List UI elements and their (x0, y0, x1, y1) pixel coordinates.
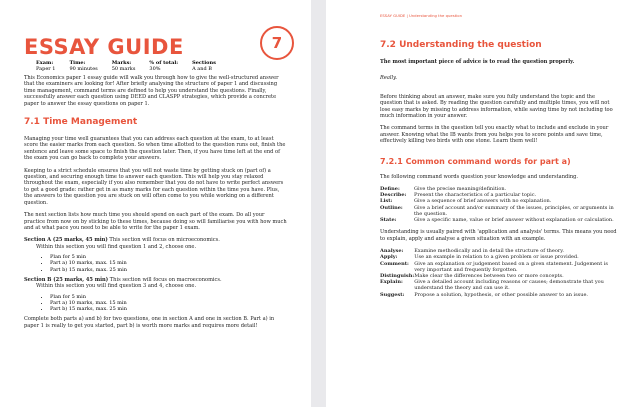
term: Suggest: (380, 291, 405, 298)
time-paragraph-3: The next section lists how much time you should spend on each part of the exam. Do all your practice from now on by sticking to these times, because doing so will familiarise you with how much and at what pace you need to be able to write for the paper 1 exam. (24, 212, 287, 231)
section-a-label: Section A (25 marks, 45 min) (24, 237, 108, 244)
list-item: • Part b) 15 marks, max. 25 min (50, 306, 287, 312)
list-item: • Part a) 10 marks, max. 15 min (50, 260, 287, 266)
list-item: • Plan for 5 min (50, 254, 287, 260)
term: Analyse: (380, 248, 404, 255)
term: Distinguish: (380, 272, 415, 279)
left-page (0, 0, 311, 407)
term: List: (380, 198, 393, 205)
meta-header: Sections (192, 60, 216, 66)
term-description: Present the characteristics of a particular topic. (414, 192, 537, 199)
meta-value: Paper 1 (36, 66, 56, 72)
section-b-text (24, 277, 287, 290)
meta-header: % of total: (149, 60, 179, 66)
lead-sentence: The most important piece of advice is to read the question properly. (380, 59, 575, 65)
term-description: Use an example in relation to a given problem or issue provided. (414, 254, 579, 261)
section-b-desc: This section will focus on macroeconomics. (108, 276, 222, 283)
definition-row (380, 205, 617, 217)
heading-understanding: 7.2 Understanding the question (380, 40, 542, 50)
term-description: Examine methodically and in detail the structure of theory. (414, 248, 564, 255)
term: Explain: (380, 279, 403, 286)
term-description: Give a brief account and/or summary of the issues, principles, or arguments in the question. (414, 204, 614, 217)
command-paragraph: The command terms in the question tell you exactly what to include and exclude in your answer. Knowing what the IB wants from you helps you to score points and save time, effectively killing two birds with one stone. Learn them well! (380, 125, 609, 145)
term: Apply: (380, 254, 398, 261)
term-description: Give an explanation or judgement based on a given statement. Judgement is very important and frequently forgotten. (414, 260, 609, 273)
closing-paragraph: Complete both parts a) and b) for two questions, one in section A and one in section B. Part a) in paper 1 is really to get you started, part b) is worth more marks and requires more detail! (24, 316, 275, 329)
term: Define: (380, 186, 400, 193)
term: Describe: (380, 192, 407, 199)
meta-value: 50 marks (111, 66, 136, 72)
heading-command-words: 7.2.1 Common command words for part a) (380, 156, 571, 166)
term: Outline: (380, 204, 403, 211)
section-b-choice: Within this section you will find question 3 and 4, choose one. (36, 283, 197, 290)
section-a-desc: This section will focus on microeconomics. (107, 237, 220, 244)
definitions-table-b (380, 248, 617, 298)
section-a-list (50, 254, 287, 273)
before-paragraph: Before thinking about an answer, make sure you fully understand the topic and the question that is asked. By reading the question carefully and multiple times, you will not lose easy marks by missing to address information, while saving time by not including too much information in your answer. (380, 93, 613, 120)
right-page (326, 0, 637, 407)
time-paragraph-1: Managing your time well guarantees that you can address each question at the exam, to at least score the easier marks from each question. So when time allotted to the question runs out, finish the sentence and leave some space to finish the question later. Then, if you have time left at the end of the exam you can go back to complete your answers. (24, 136, 286, 162)
list-item: • Part b) 15 marks, max. 25 min (50, 267, 287, 273)
definition-row (380, 292, 617, 298)
meta-value: 30% (149, 66, 161, 72)
guide-title: ESSAY GUIDE (24, 35, 184, 59)
following-paragraph: The following command words question your knowledge and understanding. (380, 173, 579, 180)
list-item: • Part a) 10 marks, max. 15 min (50, 300, 287, 306)
term-description: Propose a solution, hypothesis, or other possible answer to an issue. (414, 291, 589, 298)
term-description: Give the precise meaning/definition. (414, 186, 507, 193)
definitions-table-a (380, 186, 617, 223)
list-item: • Plan for 5 min (50, 294, 287, 300)
exam-meta-table (36, 60, 230, 72)
term-description: Give a specific name, value or brief answer without explanation or calculation. (414, 217, 614, 224)
meta-header: Exam: (36, 60, 54, 66)
meta-header: Time: (69, 60, 86, 66)
term: Comment: (380, 260, 409, 267)
term-description: Give a detailed account including reasons or causes; demonstrate that you understand the theory and can use it. (414, 279, 604, 292)
running-header: ESSAY GUIDE | Understanding the question (380, 13, 462, 18)
meta-value: A and B (192, 66, 212, 72)
section-b-list (50, 294, 287, 313)
section-a-text (24, 237, 287, 250)
definition-row (380, 279, 617, 291)
meta-header: Marks: (111, 60, 132, 66)
paired-paragraph: Understanding is usually paired with 'application and analysis' terms. This means you need to explain, apply and analyse a given situation with an example. (380, 229, 617, 242)
chapter-number-badge: 7 (260, 26, 294, 60)
intro-paragraph: This Economics paper 1 essay guide will walk you through how to give the well-structured answer that the examiners are looking for! After briefly analysing the structure of paper 1 and discussing time management, command terms are defined to help you understand the questions. Finally, successfully answer each question using DEED and CLASPP strategies, which provide a concrete paper to answer the essay questions on paper 1. (24, 75, 279, 107)
heading-time-management: 7.1 Time Management (24, 117, 138, 128)
time-paragraph-2: Keeping to a strict schedule ensures that you will not waste time by getting stuck on (part of) a question, and securing enough time to answer each question. This will help you stay relaxed throughout the exam, especially if you also remember that you do not have to write perfect answers to get a good grade: rather get in as many marks for each question within the time you have. Plus, the answers to the question you are stuck on will often come to you while working on a different question. (24, 167, 284, 206)
meta-value: 90 minutes (69, 66, 98, 72)
definition-row (380, 261, 617, 273)
term-description: Make clear the differences between two or more concepts. (414, 272, 564, 279)
section-b-label: Section B (25 marks, 45 min) (24, 276, 109, 283)
term-description: Give a sequence of brief answers with no explanation. (414, 198, 552, 205)
definition-row (380, 217, 617, 223)
really-text: Really. (380, 75, 397, 82)
section-a-choice: Within this section you will find question 1 and 2, choose one. (36, 243, 197, 250)
term: State: (380, 217, 397, 224)
